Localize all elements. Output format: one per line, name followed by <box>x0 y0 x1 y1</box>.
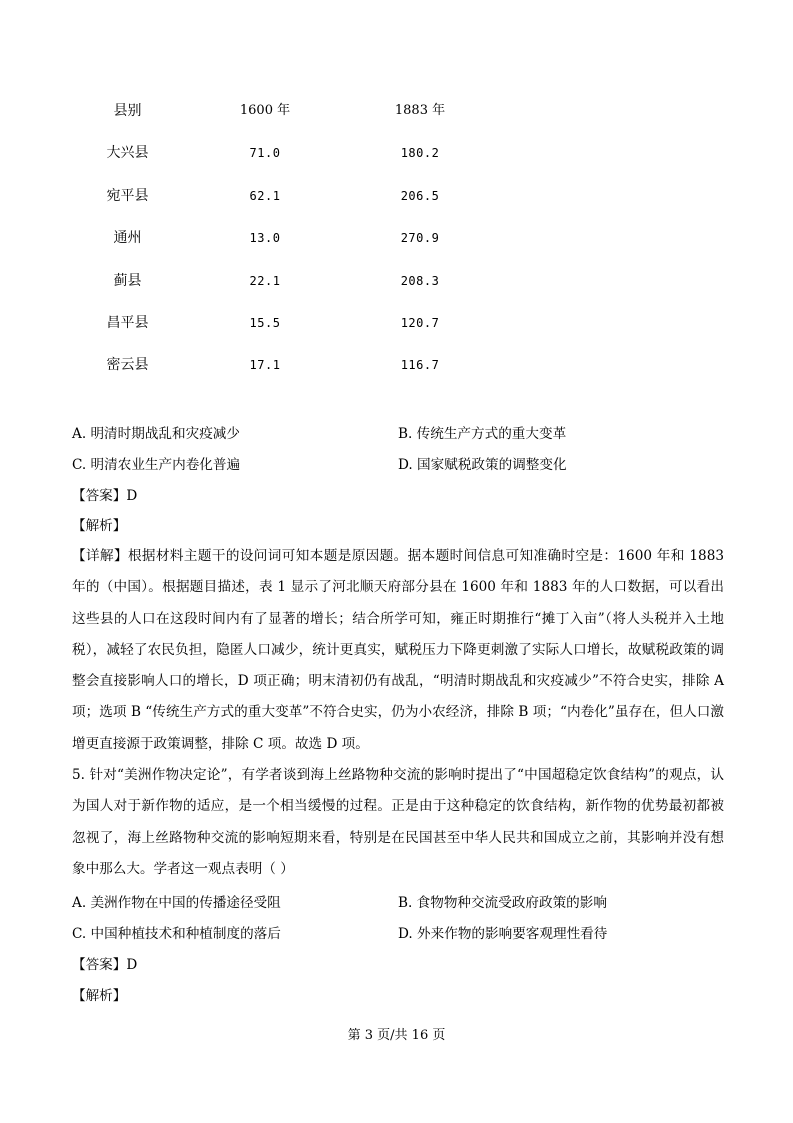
table-row <box>80 225 500 267</box>
table-cell-1600: 13.0 <box>249 231 281 246</box>
q5-option-d: D. 外来作物的影响要客观理性看待 <box>398 926 608 942</box>
table-cell-1883: 270.9 <box>400 231 440 246</box>
q5-analysis-heading: 【解析】 <box>72 988 127 1004</box>
q4-answer: 【答案】D <box>72 488 138 504</box>
table-cell-1883: 208.3 <box>400 273 440 288</box>
table-header-row <box>80 98 500 140</box>
table-cell-1600: 17.1 <box>249 358 281 373</box>
table-header-county: 县别 <box>113 103 142 119</box>
page-footer: 第 3 页/共 16 页 <box>347 1028 446 1043</box>
q5-option-c: C. 中国种植技术和种植制度的落后 <box>72 926 281 942</box>
table-cell-1883: 116.7 <box>400 358 440 373</box>
q5-option-b: B. 食物物种交流受政府政策的影响 <box>398 895 607 911</box>
table-row <box>80 183 500 225</box>
table-header-1600: 1600 年 <box>239 103 291 118</box>
table-header-1883: 1883 年 <box>394 103 446 118</box>
q4-analysis-heading: 【解析】 <box>72 518 127 534</box>
q4-detail-paragraph: 【详解】根据材料主题干的设问词可知本题是原因题。据本题时间信息可知准确时空是：1600 年和 1883 年的（中国）。根据题目描述，表 1 显示了河北顺天府部分县在 1600 年和 1883 年的人口数据，可以看出这些县的人口在这段时间内有了显著的增长；结合所学可知，雍正时期推行“摊丁入亩”（将人头税并入土地税），减轻了农民负担，隐匿人口减少，统计更真实，赋税压力下降更刺激了实际人口增长，故赋税政策的调整会直接影响人口的增长，D 项正确；明末清初仍有战乱，“明清时期战乱和灾疫减少”不符合史实，排除 A 项；选项 B “传统生产方式的重大变革”不符合史实，仍为小农经济，排除 B 项；“内卷化”虽存在，但人口激增更直接源于政策调整，排除 C 项。故选 D 项。 <box>72 548 724 752</box>
table-row <box>80 268 500 310</box>
q4-option-c: C. 明清农业生产内卷化普遍 <box>72 457 241 473</box>
table-row <box>80 352 500 394</box>
table-cell-county: 蓟县 <box>113 272 142 289</box>
table-cell-county: 宛平县 <box>106 187 149 204</box>
q5-option-a: A. 美洲作物在中国的传播途径受阻 <box>72 895 281 911</box>
q4-option-b: B. 传统生产方式的重大变革 <box>398 426 567 442</box>
table-row <box>80 310 500 352</box>
table-cell-1600: 15.5 <box>249 315 281 330</box>
q4-option-a: A. 明清时期战乱和灾疫减少 <box>72 426 240 442</box>
population-table <box>80 98 500 395</box>
table-cell-county: 大兴县 <box>106 145 149 162</box>
table-cell-1600: 22.1 <box>249 273 281 288</box>
table-cell-1600: 71.0 <box>249 146 281 161</box>
table-row <box>80 140 500 182</box>
table-cell-county: 通州 <box>113 230 142 247</box>
table-cell-county: 昌平县 <box>106 314 149 331</box>
q5-answer: 【答案】D <box>72 957 138 973</box>
q4-option-d: D. 国家赋税政策的调整变化 <box>398 457 567 473</box>
table-cell-county: 密云县 <box>106 357 149 374</box>
table-cell-1883: 206.5 <box>400 188 440 203</box>
table-cell-1883: 120.7 <box>400 315 440 330</box>
table-cell-1883: 180.2 <box>400 146 440 161</box>
table-cell-1600: 62.1 <box>249 188 281 203</box>
q5-stem-paragraph: 5. 针对“美洲作物决定论”，有学者谈到海上丝路物种交流的影响时提出了“中国超稳定饮食结构”的观点，认为国人对于新作物的适应，是一个相当缓慢的过程。正是由于这种稳定的饮食结构，新作物的优势最初都被忽视了，海上丝路物种交流的影响短期来看，特别是在民国甚至中华人民共和国成立之前，其影响并没有想象中那么大。学者这一观点表明（ ） <box>72 767 724 877</box>
